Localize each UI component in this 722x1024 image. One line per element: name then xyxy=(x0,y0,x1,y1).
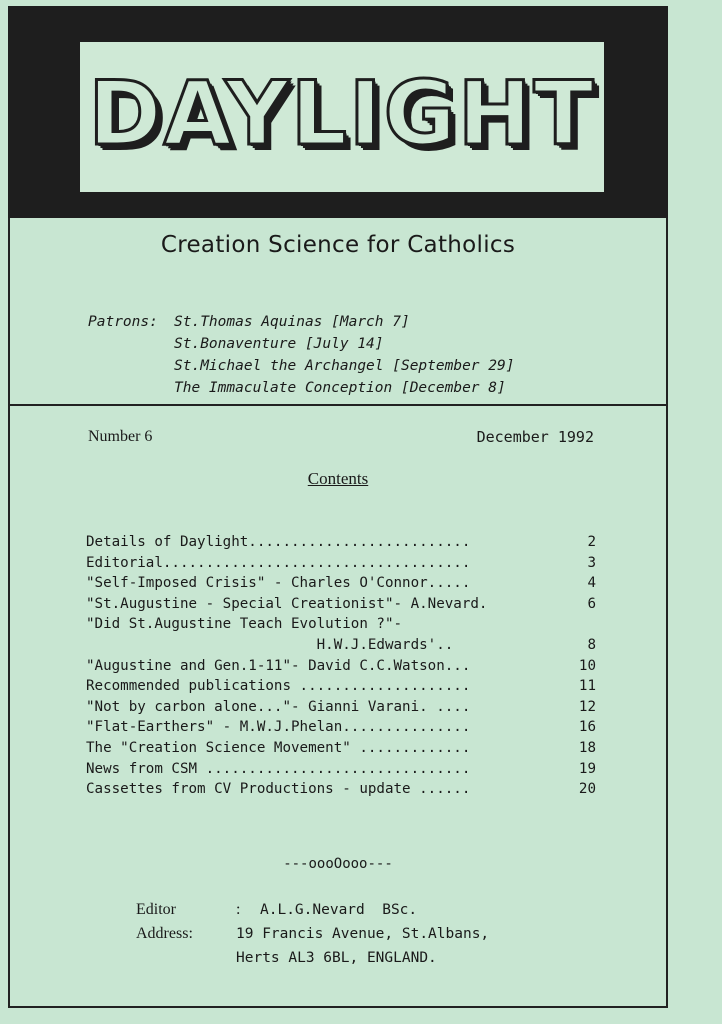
patron-row xyxy=(88,311,514,333)
patrons-block xyxy=(88,311,514,399)
toc-entry-title: "Did St.Augustine Teach Evolution ?"- xyxy=(86,616,403,633)
editor-name: A.L.G.Nevard BSc. xyxy=(260,902,418,918)
toc-entry xyxy=(86,656,596,677)
toc-entry-title: Details of Daylight.......................... xyxy=(86,534,471,550)
toc-entry-page xyxy=(568,614,596,635)
issue-number: Number 6 xyxy=(88,428,153,445)
section-divider xyxy=(8,404,668,406)
logo-box xyxy=(80,42,604,192)
toc-entry xyxy=(86,635,596,656)
toc-entry-title: H.W.J.Edwards'.. xyxy=(86,636,454,653)
frame-bottom-border xyxy=(8,1006,668,1008)
toc-entry-page: 3 xyxy=(587,554,596,571)
toc-entry-page: 2 xyxy=(587,534,596,550)
toc-entry xyxy=(86,717,596,738)
editor-row xyxy=(136,898,489,922)
toc-entry-page: 10 xyxy=(578,657,596,674)
toc-entry xyxy=(86,594,596,615)
toc-entry-page: 6 xyxy=(587,595,596,612)
toc-entry xyxy=(86,676,596,697)
contents-title: Contents xyxy=(307,469,369,488)
separator-ornament: ---oooOooo--- xyxy=(283,856,393,872)
patron-item: St.Michael the Archangel [September 29] xyxy=(174,358,515,374)
subtitle: Creation Science for Catholics xyxy=(160,232,516,258)
toc-entry-page: 19 xyxy=(578,760,596,777)
toc-entry-title: The "Creation Science Movement" ............. xyxy=(86,739,471,756)
editor-label: Editor xyxy=(136,901,176,918)
toc-entry xyxy=(86,532,596,553)
patrons-label: Patrons: xyxy=(88,314,158,330)
toc-entry-title: "Flat-Earthers" - M.W.J.Phelan............... xyxy=(86,719,471,736)
editor-block xyxy=(136,898,489,970)
toc-entry-title: News from CSM ............................... xyxy=(86,760,471,777)
toc-entry-title: "Not by carbon alone..."- Gianni Varani. .... xyxy=(86,698,471,715)
patron-item: The Immaculate Conception [December 8] xyxy=(174,380,506,396)
address-line-1: 19 Francis Avenue, St.Albans, xyxy=(236,926,490,942)
toc-entry-title: "Augustine and Gen.1-11"- David C.C.Watson... xyxy=(86,657,471,674)
address-row xyxy=(136,946,489,970)
toc-entry-title: Recommended publications .................... xyxy=(86,678,471,695)
frame-right-border xyxy=(666,218,668,1008)
toc-entry-title: Cassettes from CV Productions - update ...... xyxy=(86,781,471,798)
toc-entry-title: "Self-Imposed Crisis" - Charles O'Connor..... xyxy=(86,575,471,592)
toc-entry xyxy=(86,614,596,635)
logo-title: DAYLIGHT xyxy=(88,62,596,165)
toc-entry-page: 8 xyxy=(587,636,596,653)
masthead xyxy=(8,6,668,218)
issue-date: December 1992 xyxy=(476,428,594,446)
editor-colon: : xyxy=(236,901,241,918)
toc-entry-page: 18 xyxy=(578,739,596,756)
toc-entry-page: 11 xyxy=(578,678,596,695)
patron-row xyxy=(88,333,514,355)
patron-row xyxy=(88,377,514,399)
table-of-contents xyxy=(86,532,596,800)
toc-entry xyxy=(86,697,596,718)
address-row xyxy=(136,922,489,946)
toc-entry xyxy=(86,738,596,759)
toc-entry xyxy=(86,573,596,594)
toc-entry xyxy=(86,759,596,780)
frame-left-border xyxy=(8,218,10,1008)
patron-row xyxy=(88,355,514,377)
patron-item: St.Bonaventure [July 14] xyxy=(174,336,384,352)
toc-entry xyxy=(86,779,596,800)
toc-entry-title: "St.Augustine - Special Creationist"- A.Nevard. xyxy=(86,595,488,612)
toc-entry xyxy=(86,553,596,574)
toc-entry-page: 16 xyxy=(578,719,596,736)
toc-entry-page: 4 xyxy=(587,575,596,592)
toc-entry-title: Editorial.................................... xyxy=(86,554,471,571)
toc-entry-page: 12 xyxy=(578,698,596,715)
address-label: Address: xyxy=(136,925,193,942)
toc-entry-page: 20 xyxy=(578,781,596,798)
address-line-2: Herts AL3 6BL, ENGLAND. xyxy=(236,950,437,966)
patron-item: St.Thomas Aquinas [March 7] xyxy=(174,314,410,330)
